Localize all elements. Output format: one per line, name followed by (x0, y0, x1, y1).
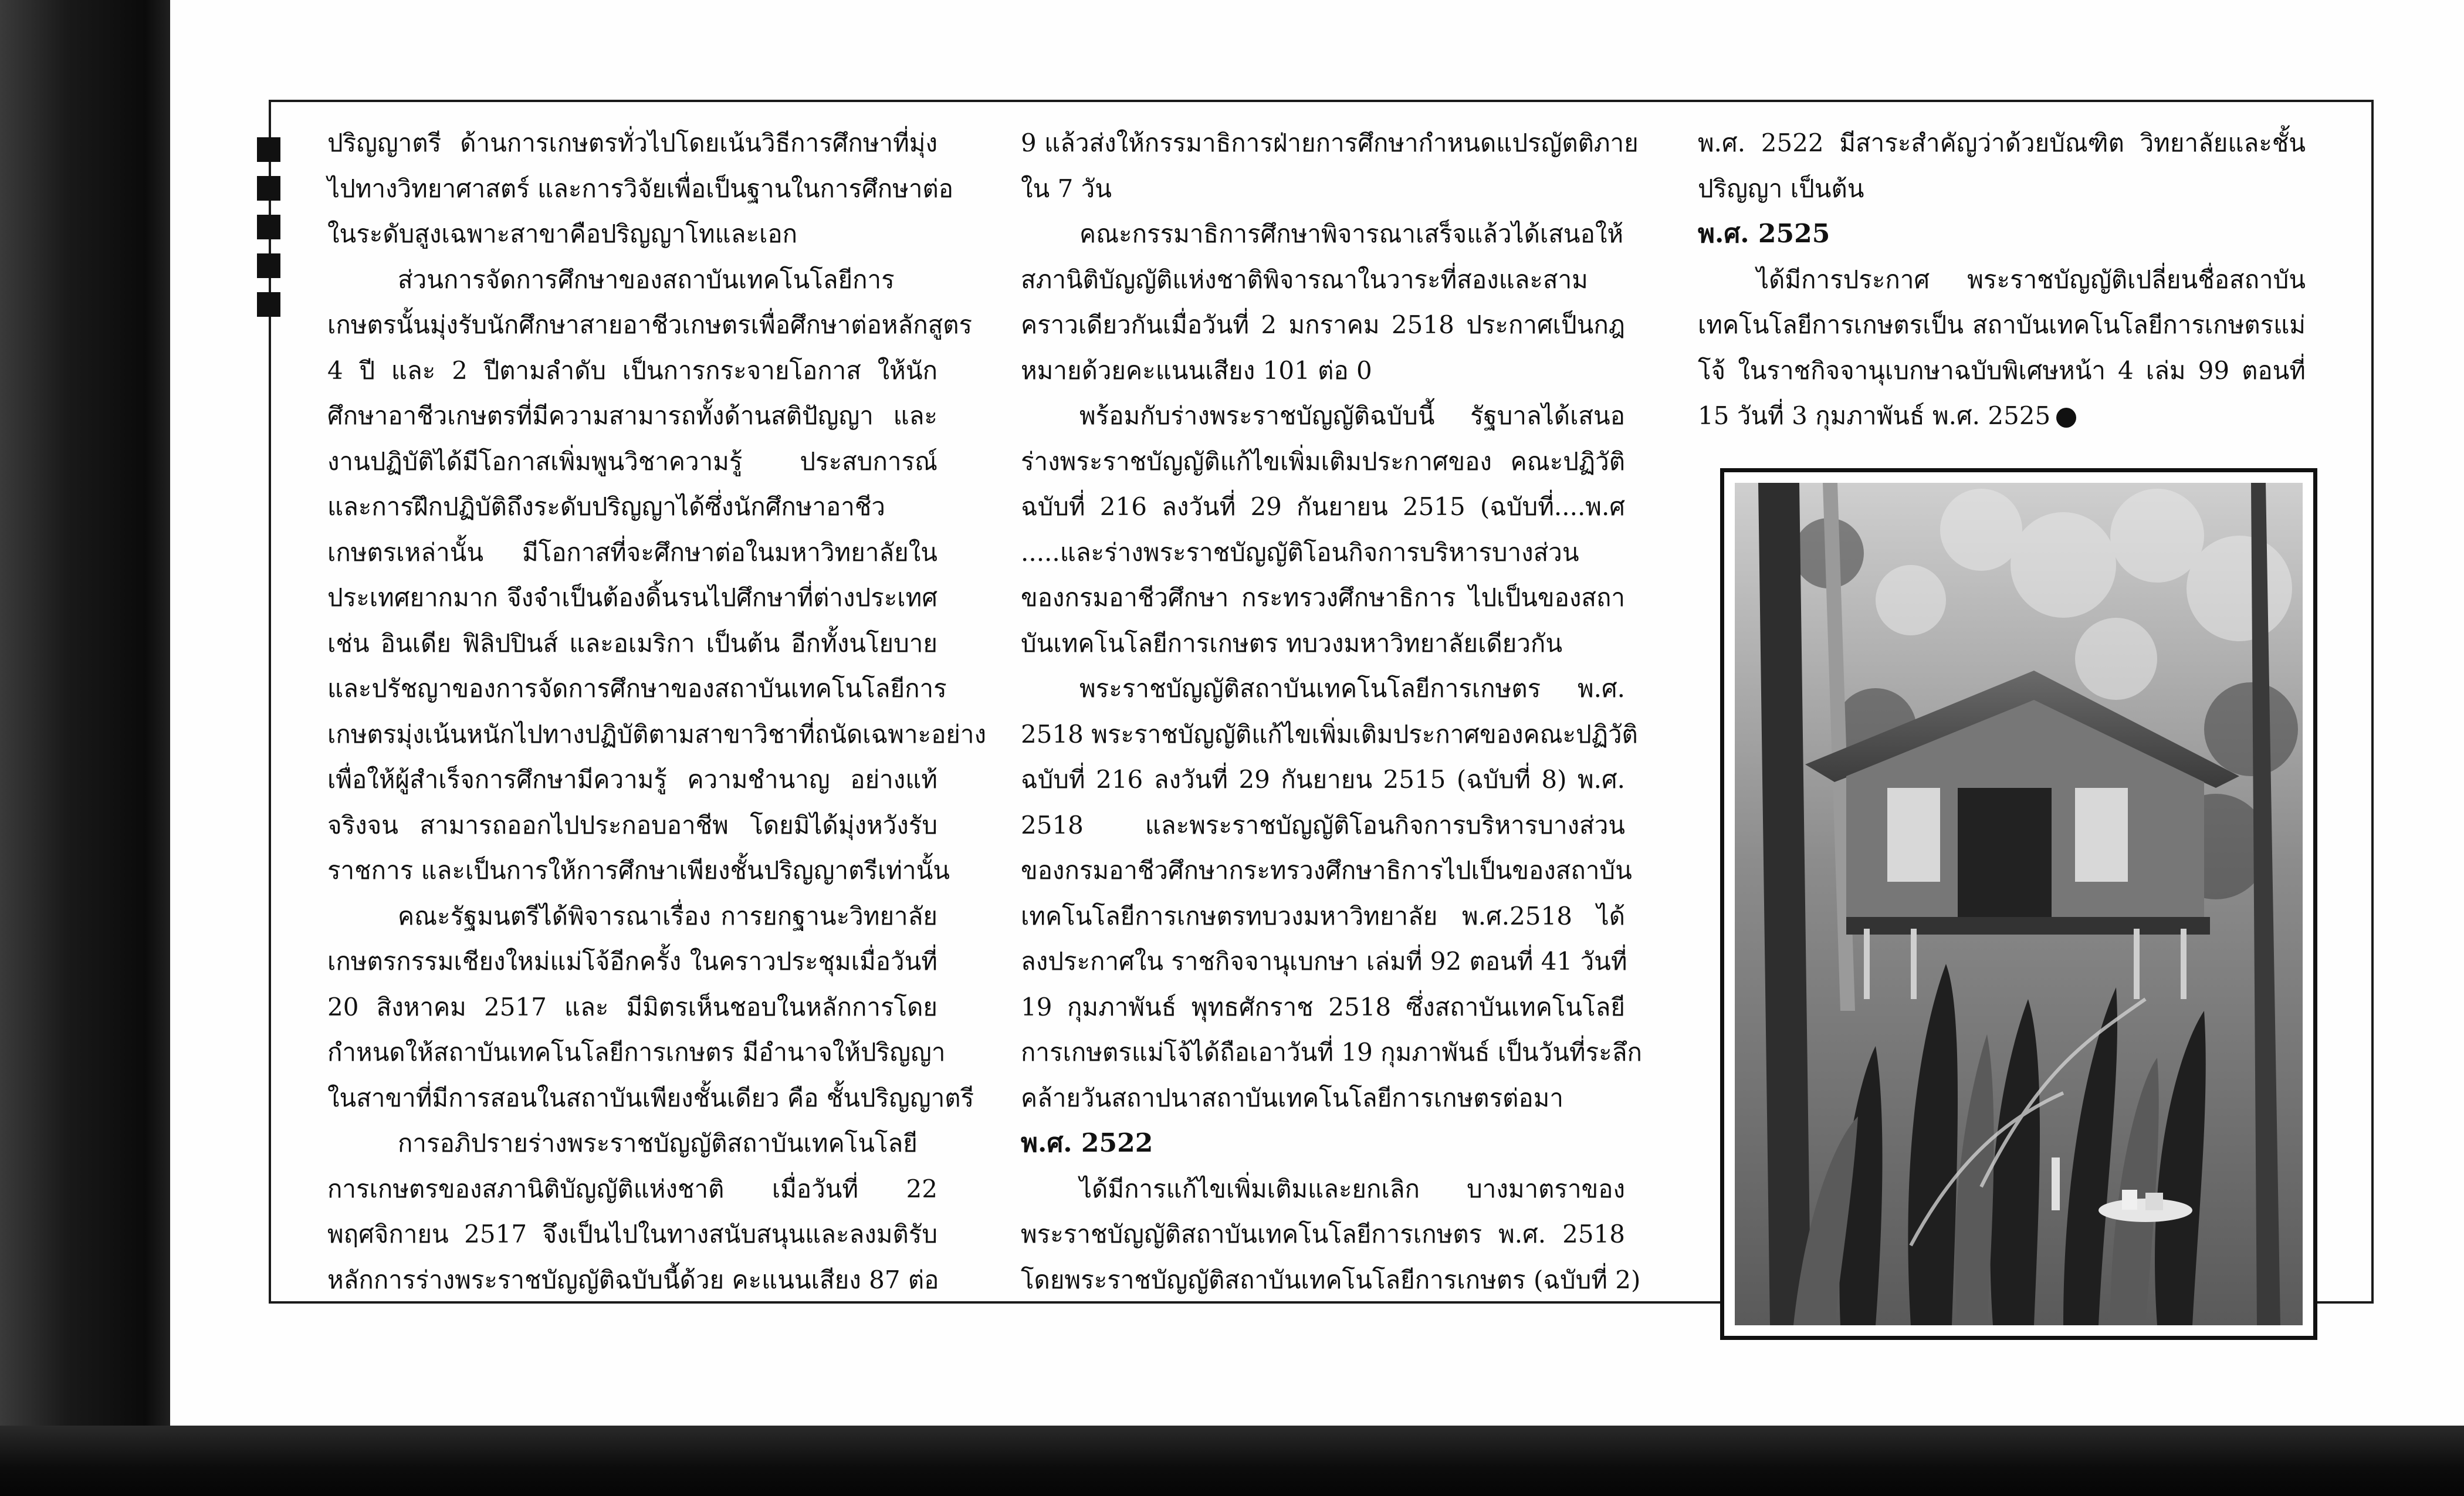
paragraph (327, 1121, 937, 1302)
text-line: หลักการร่างพระราชบัญญัติฉบับนี้ด้วย คะแนนเสียง 87 ต่อ (327, 1265, 939, 1294)
text-line: พฤศจิกายน 2517 จึงเป็นไปในทางสนับสนุนและลงมติรับ (327, 1220, 937, 1248)
text-line-content: 15 วันที่ 3 กุมภาพันธ์ พ.ศ. 2525 (1698, 401, 2051, 430)
text-line: 19 กุมภาพันธ์ พุทธศักราช 2518 ซึ่งสถาบันเทคโนโลยี (1021, 992, 1625, 1021)
text-line (1698, 393, 2306, 439)
text-line: พ.ศ. 2522 มีสาระสำคัญว่าด้วยบัณฑิต วิทยาลัยและชั้น (1698, 128, 2306, 157)
text-line: บันเทคโนโลยีการเกษตร ทบวงมหาวิทยาลัยเดียวกัน (1021, 628, 1563, 658)
text-line: ร่างพระราชบัญญัติแก้ไขเพิ่มเติมประกาศของ คณะปฏิวัติ (1021, 446, 1625, 476)
text-line: และการฝึกปฏิบัติถึงระดับปริญญาได้ซึ่งนักศึกษาอาชีว (327, 492, 885, 521)
text-line: ประเทศยากมาก จึงจำเป็นต้องดิ้นรนไปศึกษาที่ต่างประเทศ (327, 583, 937, 612)
margin-bullet (257, 176, 280, 201)
text-line: เทคโนโลยีการเกษตรเป็น สถาบันเทคโนโลยีการเกษตรแม่ (1698, 310, 2306, 339)
margin-bullet (257, 292, 280, 317)
paragraph (327, 893, 974, 1121)
text-line: ลงประกาศใน ราชกิจจานุเบกษา เล่มที่ 92 ตอนที่ 41 วันที่ (1021, 947, 1627, 976)
text-line: กำหนดให้สถาบันเทคโนโลยีการเกษตร มีอำนาจให้ปริญญา (327, 1038, 946, 1067)
text-line: เช่น อินเดีย ฟิลิปปินส์ และอเมริกา เป็นต้น อีกทั้งนโยบาย (327, 628, 937, 658)
text-column-3 (1698, 120, 2306, 439)
text-line: ส่วนการจัดการศึกษาของสถาบันเทคโนโลยีการ (398, 265, 895, 294)
text-line: ในระดับสูงเฉพาะสาขาคือปริญญาโทและเอก (327, 219, 798, 248)
text-line: พร้อมกับร่างพระราชบัญญัติฉบับนี้ รัฐบาลได้เสนอ (1079, 401, 1625, 430)
end-mark-icon (2056, 408, 2076, 428)
text-line: ในสาขาที่มีการสอนในสถาบันเพียงชั้นเดียว คือ ชั้นปริญญาตรี (327, 1083, 974, 1112)
text-line: การเกษตรของสภานิติบัญญัติแห่งชาติ เมื่อวันที่ 22 (327, 1174, 937, 1203)
text-line: ใน 7 วัน (1021, 174, 1112, 203)
text-line: สภานิติบัญญัติแห่งชาติพิจารณาในวาระที่สองและสาม (1021, 265, 1588, 294)
text-line: เพื่อให้ผู้สำเร็จการศึกษามีความรู้ ความชำนาญ อย่างแท้ (327, 765, 937, 794)
paragraph (1698, 120, 2306, 211)
paragraph (327, 120, 953, 257)
photo-frame (1720, 468, 2317, 1340)
text-line: คณะรัฐมนตรีได้พิจารณาเรื่อง การยกฐานะวิทยาลัย (398, 901, 937, 930)
text-line: ปริญญาตรี ด้านการเกษตรทั่วไปโดยเน้นวิธีการศึกษาที่มุ่ง (327, 128, 937, 157)
section-heading-2525: พ.ศ. 2525 (1698, 219, 1830, 249)
text-line: การอภิปรายร่างพระราชบัญญัติสถาบันเทคโนโลยี (398, 1129, 918, 1157)
text-line: งานปฏิบัติได้มีโอกาสเพิ่มพูนวิชาความรู้ ประสบการณ์ (327, 446, 937, 476)
text-line: คณะกรรมาธิการศึกษาพิจารณาเสร็จแล้วได้เสนอให้ (1079, 219, 1624, 248)
text-column-1 (327, 120, 987, 1302)
paragraph (1021, 1166, 1641, 1303)
text-line: 20 สิงหาคม 2517 และ มีมิตรเห็นชอบในหลักการโดย (327, 992, 937, 1021)
margin-bullet (257, 253, 280, 278)
paragraph (327, 257, 987, 893)
text-line: พระราชบัญญัติสถาบันเทคโนโลยีการเกษตร พ.ศ. 2518 (1021, 1220, 1625, 1248)
text-column-2 (1021, 120, 1642, 1302)
text-line: หมายด้วยคะแนนเสียง 101 ต่อ 0 (1021, 356, 1372, 385)
text-line: การเกษตรแม่โจ้ได้ถือเอาวันที่ 19 กุมภาพันธ์ เป็นวันที่ระลึก (1021, 1038, 1642, 1067)
scan-edge-bottom (0, 1426, 2464, 1496)
spirit-house-photo (1735, 483, 2303, 1325)
text-line: ฉบับที่ 216 ลงวันที่ 29 กันยายน 2515 (ฉบับที่....พ.ศ (1021, 492, 1625, 521)
margin-bullet (257, 215, 280, 239)
text-line: 2518 พระราชบัญญัติแก้ไขเพิ่มเติมประกาศของคณะปฏิวัติ (1021, 719, 1638, 749)
margin-bullet (257, 137, 280, 162)
text-line: ได้มีการแก้ไขเพิ่มเติมและยกเลิก บางมาตราของ (1079, 1174, 1625, 1203)
text-line: พระราชบัญญัติสถาบันเทคโนโลยีการเกษตร พ.ศ. (1079, 674, 1625, 703)
paragraph (1021, 120, 1639, 211)
text-line: ไปทางวิทยาศาสตร์ และการวิจัยเพื่อเป็นฐานในการศึกษาต่อ (327, 174, 953, 203)
text-line: 4 ปี และ 2 ปีตามลำดับ เป็นการกระจายโอกาส ให้นัก (327, 356, 937, 385)
text-line: ศึกษาอาชีวเกษตรที่มีความสามารถทั้งด้านสติปัญญา และ (327, 401, 937, 430)
paragraph (1021, 666, 1642, 1121)
paragraph (1021, 393, 1625, 666)
text-line: ของกรมอาชีวศึกษา กระทรวงศึกษาธิการ ไปเป็นของสถา (1021, 583, 1625, 612)
text-line: 2518 และพระราชบัญญัติโอนกิจการบริหารบางส่วน (1021, 810, 1625, 840)
text-line: คล้ายวันสถาปนาสถาบันเทคโนโลยีการเกษตรต่อมา (1021, 1083, 1563, 1112)
text-line: คราวเดียวกันเมื่อวันที่ 2 มกราคม 2518 ประกาศเป็นกฎ (1021, 310, 1625, 339)
text-line: จริงจน สามารถออกไปประกอบอาชีพ โดยมิได้มุ่งหวังรับ (327, 810, 937, 840)
scan-edge-left (0, 0, 170, 1496)
text-line: เกษตรเหล่านั้น มีโอกาสที่จะศึกษาต่อในมหาวิทยาลัยใน (327, 537, 937, 567)
text-line: เทคโนโลยีการเกษตรทบวงมหาวิทยาลัย พ.ศ.2518 ได้ (1021, 901, 1625, 930)
text-line: ได้มีการประกาศ พระราชบัญญัติเปลี่ยนชื่อสถาบัน (1756, 265, 2306, 294)
text-line: และปรัชญาของการจัดการศึกษาของสถาบันเทคโนโลยีการ (327, 674, 947, 703)
paragraph (1021, 211, 1625, 393)
text-line: ฉบับที่ 216 ลงวันที่ 29 กันยายน 2515 (ฉบับที่ 8) พ.ศ. (1021, 765, 1625, 794)
text-line: โจ้ ในราชกิจจานุเบกษาฉบับพิเศษหน้า 4 เล่ม 99 ตอนที่ (1698, 356, 2306, 385)
text-line: เกษตรมุ่งเน้นหนักไปทางปฏิบัติตามสาขาวิชาที่ถนัดเฉพาะอย่าง (327, 719, 987, 749)
text-line: ปริญญา เป็นต้น (1698, 174, 1864, 203)
text-line: ราชการ และเป็นการให้การศึกษาเพียงชั้นปริญญาตรีเท่านั้น (327, 856, 950, 885)
paragraph (1698, 257, 2306, 439)
text-line: .....และร่างพระราชบัญญัติโอนกิจการบริหารบางส่วน (1021, 537, 1579, 567)
text-line: โดยพระราชบัญญัติสถาบันเทคโนโลยีการเกษตร (ฉบับที่ 2) (1021, 1265, 1641, 1294)
text-line: เกษตรกรรมเชียงใหม่แม่โจ้อีกครั้ง ในคราวประชุมเมื่อวันที่ (327, 947, 937, 976)
text-line: ของกรมอาชีวศึกษากระทรวงศึกษาธิการไปเป็นของสถาบัน (1021, 856, 1632, 885)
text-line: เกษตรนั้นมุ่งรับนักศึกษาสายอาชีวเกษตรเพื่อศึกษาต่อหลักสูตร (327, 310, 973, 339)
section-heading-2522: พ.ศ. 2522 (1021, 1128, 1153, 1158)
text-line: 9 แล้วส่งให้กรรมาธิการฝ่ายการศึกษากำหนดแปรญัตติภาย (1021, 128, 1639, 157)
